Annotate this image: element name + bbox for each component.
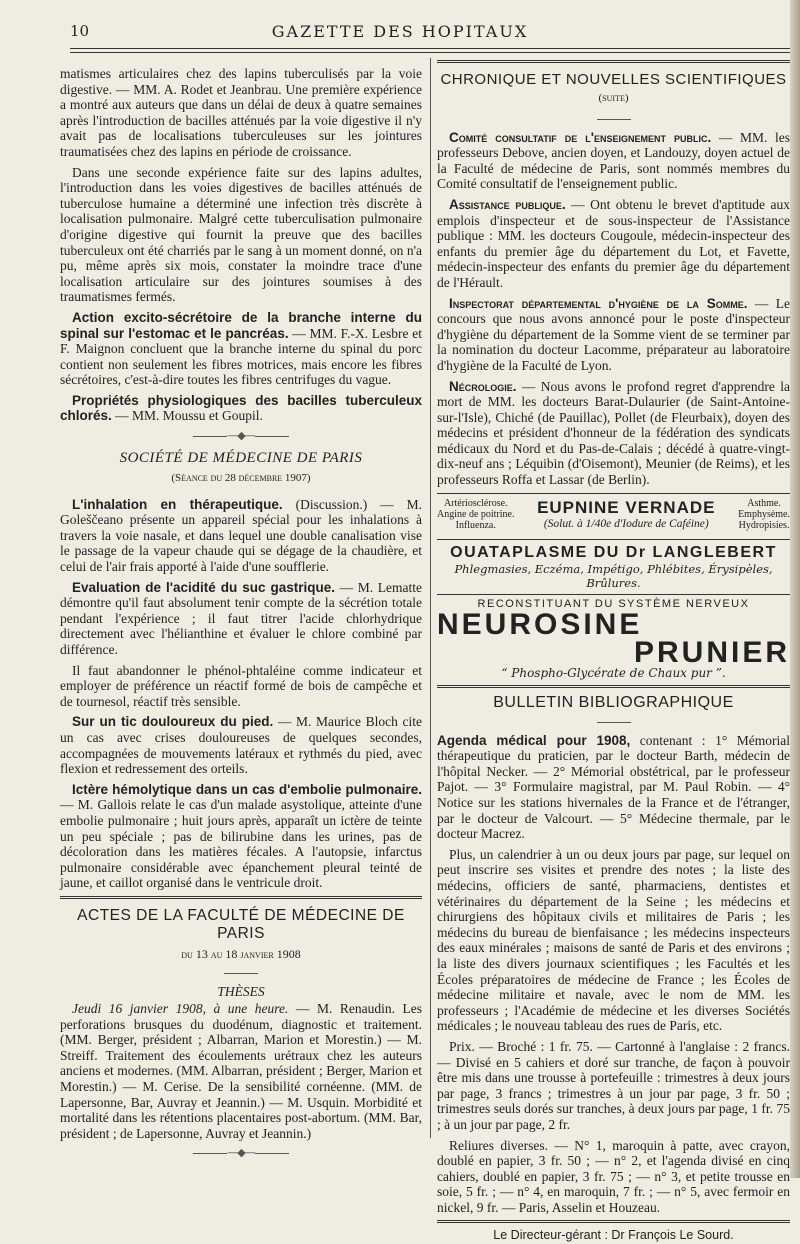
footer-line: Le Directeur-gérant : Dr François Le Sourd. xyxy=(493,1228,734,1243)
chronique-rule xyxy=(437,60,790,63)
page-number: 10 xyxy=(70,22,90,40)
action-item xyxy=(60,310,422,388)
column-divider xyxy=(430,58,431,1138)
actes-dates: du 13 au 18 janvier 1908 xyxy=(181,946,301,961)
inhal-title: L'inhalation en thérapeutique. xyxy=(72,496,283,512)
comite-title: Comité consultatif de l'enseignement public. xyxy=(449,129,712,145)
header-rule xyxy=(70,48,790,49)
theses-heading: THÈSES xyxy=(217,983,265,999)
agenda-item-2: Plus, un calendrier à un ou deux jours par page, sur lequel on peut inscrire ses visites et prendre des notes ; la liste des médecins, officiers de santé, pharmaciens, dentistes et vétérinaires du département de la Seine ; les médecins et chirurgiens des hôpitaux civils et militaires de Paris ; les médecins du bureau de bienfaisance ; les médecins inspecteurs des eaux minérales ; maisons de santé de Paris et des environs ; la liste des divers journaux scientifiques ; les Facultés et les Écoles préparatoires de médecine de France ; les Écoles de médecine militaire et navale, avec le nom de MM. les professeurs ; l'Académie de médecine et les diverses Sociétés médicales ; le nouveau tableau des rues de Paris, etc. xyxy=(437,846,790,1034)
ad1-right: Asthme. Emphysème. Hydropisies. xyxy=(738,497,790,531)
inhal-text: (Discussion.) — M. Goleščeano présente un appareil spécial pour les inhalations à travers la voie nasale, et dans lequel une double canalisation vise le passage de la vapeur chaude qui se dégage de la chaudière, et celui de l'air frais apporté à l'aide d'une soufflerie. xyxy=(60,496,422,575)
ad1-left: Artériosclérose. Angine de poitrine. Influenza. xyxy=(437,497,515,531)
biblio-rule xyxy=(437,685,790,688)
page-edge xyxy=(790,0,800,1178)
tic-title: Sur un tic douloureux du pied. xyxy=(72,714,274,730)
left-column xyxy=(60,66,422,1160)
header-rule-2 xyxy=(70,52,790,53)
necro-item xyxy=(437,379,790,488)
ictere-text: — M. Gallois relate le cas d'un malade asystolique, atteinte d'une embolie pulmonaire ; huit jours après, apparaît un ictère de teinte un peu spéciale ; pas de bilirubine dans les urines, pas de décoloration dans les matières fécales. A l'autopsie, infarctus pulmonaire considérable avec épanchement pleural teinté de jaune, et caillot organisé dans le ventricule droit. xyxy=(60,797,422,891)
journal-title: GAZETTE DES HOPITAUX xyxy=(271,22,529,41)
theses-date: Jeudi 16 janvier 1908, à une heure. xyxy=(72,1001,289,1017)
intro-paragraph: matismes articulaires chez des lapins tuberculisés par la voie digestive. — MM. A. Rodet et Jeanbrau. Une première expérience a montré aux auteurs que dans un délai de deux à quatre semaines après l'introduction de bacilles atténués par la voie digestive il n'y avait pas de localisations tuberculeuses sur les jointures traumatisées chez des lapins en période de croissance. xyxy=(60,66,422,159)
acid-item xyxy=(60,580,422,658)
ad-ouataplasme xyxy=(437,539,790,590)
biblio-title: BULLETIN BIBLIOGRAPHIQUE xyxy=(493,693,734,711)
agenda-text: contenant : 1° Mémorial thérapeutique du praticien, par le docteur Barth, médecin de l'hôpital Necker. — 2° Mémorial obstétrical, par le professeur Pajot. — 3° Formulaire magistral, par M. Paul Robin. — 4° Notice sur les stations hivernales de la France et de l'étranger, par le docteur de Valcourt. — 5° Médecine thermale, par le docteur Macrez. xyxy=(437,732,790,842)
societe-title: SOCIÉTÉ DE MÉDECINE DE PARIS xyxy=(119,450,363,467)
action-text: — MM. F.-X. Lesbre et F. Maignon concluent que la branche interne du spinal du porc contient non seulement les fibres motrices, mais encore les fibres sécrétoires, c'est-à-dire toutes les fibres centrifuges du vague. xyxy=(60,325,422,388)
necro-title: Nécrologie. xyxy=(449,378,517,394)
inspect-text: — Le concours que nous avons annoncé pour le poste d'inspecteur d'hygiène du département de la Somme vient de se terminer par la nomination du docteur Lacomme, préparateur au laboratoire d'hygiène de la Faculté de Lyon. xyxy=(437,295,790,373)
theses-text: — M. Renaudin. Les perforations brusques du duodénum, diagnostic et traitement. (MM. Berger, président ; Albarran, Marion et Morestin.) — M. Streiff. Traitement des écoulements urétraux chez les auteurs anciens et modernes. (MM. Albarran, président ; Berger, Marion et Morestin.) — M. Cerise. De la sensibilité cornéenne. (MM. de Lapersonne, Bar, Auvray et Jeannin.) — M. Usquin. Morbidité et mortalité dans les rétentions placentaires post-abortum. (MM. Bar, président ; de Lapersonne, Auvray et Jeannin.) xyxy=(60,1001,422,1141)
ad3-top: RECONSTITUANT DU SYSTÈME NERVEUX xyxy=(477,597,750,610)
section-rule xyxy=(60,896,422,899)
chronique-title: CHRONIQUE ET NOUVELLES SCIENTIFIQUES xyxy=(440,71,787,88)
comite-item xyxy=(437,130,790,192)
ornament: —◆— xyxy=(60,429,422,442)
ad2-sub: Phlegmasies, Eczéma, Impétigo, Phlébites, Érysipèles, Brûlures. xyxy=(454,561,773,590)
acid-item-2: Il faut abandonner le phénol-phtaléine comme indicateur et employer de préférence un réactif formé de bois de campêche et de tournesol, réactif très sensible. xyxy=(60,662,422,709)
inspect-title: Inspectorat départemental d'hygiène de la Somme. xyxy=(449,295,748,311)
assist-item xyxy=(437,197,790,291)
actes-title: ACTES DE LA FACULTÉ DE MÉDECINE DE PARIS xyxy=(77,906,405,942)
inhal-item xyxy=(60,497,422,575)
tic-item xyxy=(60,714,422,776)
ornament-3: —◆— xyxy=(60,1146,422,1159)
ictere-title: Ictère hémolytique dans un cas d'embolie pulmonaire. xyxy=(72,781,422,797)
assist-title: Assistance publique. xyxy=(449,196,566,212)
assist-text: — Ont obtenu le brevet d'aptitude aux emplois d'inspecteur et de sous-inspecteur de l'Assistance publique : MM. les docteurs Cougoule, médecin-inspecteur des enfants du premier âge du département du Lot, et Favette, médecin-inspecteur des enfants du premier âge du département de l'Hérault. xyxy=(437,196,790,290)
reliures-item: Reliures diverses. — N° 1, maroquin à patte, avec crayon, doublé en papier, 3 fr. 50 ; — n° 2, et l'agenda divisé en cinq cahiers, doublé en papier, 3 fr. 75 ; — n° 3, et petite trousse en soie, 5 fr. ; — n° 4, en maroquin, 7 fr. ; — n° 5, avec fermoir en nickel, 9 fr. — Paris, Asselin et Houzeau. xyxy=(437,1137,790,1215)
theses-item xyxy=(60,1001,422,1141)
ad-eupnine xyxy=(437,493,790,535)
ornament-2 xyxy=(60,967,422,980)
footer-rule xyxy=(437,1220,790,1223)
inspect-item xyxy=(437,296,790,374)
necro-text: — Nous avons le profond regret d'apprendre la mort de MM. les docteurs Barat-Dulaurier (de Saint-Antoine-sur-l'Isle), Chiché (de Pauillac), Pollet (de Fleurbaix), doyen des médecins et président d'honneur de la fédération des syndicats médicaux du Nord et du Pas-de-Calais ; décédé à quatre-vingt-dix-neuf ans ; Léquibin (d'Oisemont), Meunier (de Reims), et les professeurs Roffa et Lassar (de Berlin). xyxy=(437,378,790,488)
ad1-brand: EUPNINE VERNADE xyxy=(537,498,716,518)
agenda-item xyxy=(437,733,790,842)
ad1-sub: (Solut. à 1/40e d'Iodure de Caféine) xyxy=(543,518,709,531)
tic-text: — M. Maurice Bloch cite un cas avec crises douloureuses de quelques secondes, accompagnées de mouvements latéraux et rythmés du pied, avec flexion et redressement des orteils. xyxy=(60,714,422,777)
ictere-item xyxy=(60,782,422,891)
second-paragraph: Dans une seconde expérience faite sur des lapins adultes, l'introduction dans les voies digestives de bacilles atténués de tuberculose humaine a déterminé une infection très discrète à localisation pulmonaire. Malgré cette tuberculisation pulmonaire d'origine digestive qui fournit la preuve que des bacilles tuberculeux ont été charriés par le sang à un moment donné, on n'a pu, même après six mois, constater la moindre trace d'une localisation articulaire sur des jointures soumises à des traumatismes fermés. xyxy=(60,164,422,305)
comite-text: — MM. les professeurs Debove, ancien doyen, et Landouzy, doyen actuel de la Faculté de médecine de Paris, sont nommés membres du Comité consultatif de l'enseignement public. xyxy=(437,129,790,192)
prop-item xyxy=(60,393,422,424)
ad3-sub: “ Phospho-Glycérate de Chaux pur ”. xyxy=(501,665,726,680)
acid-text: — M. Lematte démontre qu'il faut absolument tenir compte de la sécrétion totale pendant l'expérience ; il faut titrer l'acide chlorhydrique directement avec l'hélianthine et évaluer le chlore combiné par différence. xyxy=(60,579,422,657)
ad3-brand: NEUROSINE xyxy=(437,607,643,641)
ad2-brand: OUATAPLASME DU Dr LANGLEBERT xyxy=(450,543,777,561)
prop-title: Propriétés physiologiques des bacilles tuberculeux chlorés. xyxy=(60,392,422,424)
right-column xyxy=(437,60,790,1243)
ad3-brand2: PRUNIER xyxy=(633,635,790,669)
agenda-title: Agenda médical pour 1908, xyxy=(437,732,631,748)
action-title: Action excito-sécrétoire de la branche interne du spinal sur l'estomac et le pancréas. xyxy=(60,309,422,341)
prix-item: Prix. — Broché : 1 fr. 75. — Cartonné à l'anglaise : 2 francs. — Divisé en 5 cahiers et doré sur tranche, de façon à pouvoir être mis dans une trousse à portefeuille : trimestres à deux jours par page, 3 francs ; trimestres à un jour par page, 3 fr. 50 ; trimestres seuls dorés sur tranches, à deux jours par page, 1 fr. 75 ; à un jour par page, 2 fr. xyxy=(437,1038,790,1132)
chronique-suite: (suite) xyxy=(598,92,629,104)
acid-title: Evaluation de l'acidité du suc gastrique. xyxy=(72,579,336,595)
societe-session: (Séance du 28 décembre 1907) xyxy=(171,472,311,485)
ornament-5 xyxy=(437,716,790,729)
ornament-4 xyxy=(437,113,790,126)
ad-neurosine xyxy=(437,594,790,680)
prop-text: — MM. Moussu et Goupil. xyxy=(111,408,263,424)
